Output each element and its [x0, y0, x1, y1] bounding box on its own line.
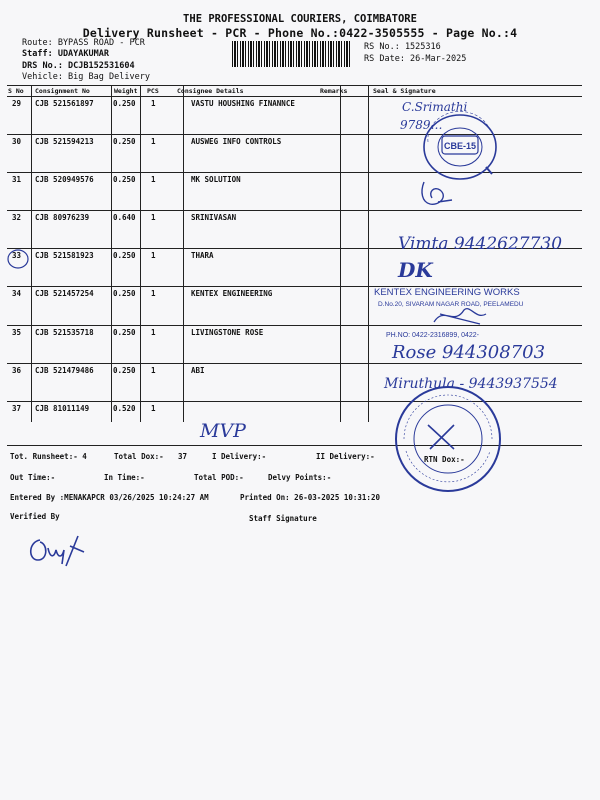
printed-on: Printed On: 26-03-2025 10:31:20 — [240, 493, 380, 502]
row-consignee: AUSWEG INFO CONTROLS — [191, 137, 282, 146]
rtn-dox: RTN Dox:- — [424, 455, 465, 464]
delvy-points: Delvy Points:- — [268, 473, 332, 482]
row-pcs: 1 — [151, 99, 156, 108]
rs-date: RS Date: 26-Mar-2025 — [364, 54, 467, 64]
drs-no: DRS No.: DCJB152531604 — [22, 61, 135, 71]
row-pcs: 1 — [151, 328, 156, 337]
staff: Staff: UDAYAKUMAR — [22, 49, 109, 59]
route: Route: BYPASS ROAD - PCR — [22, 38, 145, 48]
verifier-signature — [26, 530, 90, 570]
row-consignment-no: CJB 81011149 — [35, 404, 90, 413]
row-consignee: THARA — [191, 251, 214, 260]
col-pcs: PCS — [147, 87, 159, 95]
row-pcs: 1 — [151, 137, 156, 146]
kentex-stamp-line1: KENTEX ENGINEERING WORKS — [374, 287, 520, 298]
row-consignee: LIVINGSTONE ROSE — [191, 328, 264, 337]
handwriting-r34-initials: DK — [398, 258, 433, 282]
total-dox-value: 37 — [178, 452, 188, 461]
rs-no: RS No.: 1525316 — [364, 42, 441, 52]
row-sno: 35 — [12, 328, 22, 337]
row-consignee: ABI — [191, 366, 205, 375]
out-time: Out Time:- — [10, 473, 56, 482]
row-weight: 0.250 — [113, 328, 136, 337]
row-sno: 30 — [12, 137, 22, 146]
row-weight: 0.250 — [113, 251, 136, 260]
row-weight: 0.250 — [113, 289, 136, 298]
row-weight: 0.250 — [113, 175, 136, 184]
col-consignment: Consignment No — [35, 87, 90, 95]
sheet-title: Delivery Runsheet - PCR - Phone No.:0422-3505555 - Page No.:4 — [82, 26, 518, 40]
col-sno: S No — [8, 87, 24, 95]
company-name: THE PROFESSIONAL COURIERS, COIMBATORE — [183, 13, 417, 25]
row-weight: 0.250 — [113, 366, 136, 375]
signature-r31 — [418, 178, 458, 208]
circle-mark-33 — [6, 249, 30, 269]
col-consignee: Consignee Details — [177, 87, 244, 95]
row-sno: 29 — [12, 99, 22, 108]
round-seal-stamp — [392, 383, 504, 495]
kentex-stamp-line3: PH.NO: 0422-2316899, 0422- — [386, 332, 480, 339]
handwriting-r36: Miruthula - 9443937554 — [384, 376, 558, 392]
handwriting-r35: Rose 944308703 — [392, 342, 546, 363]
row-sno: 37 — [12, 404, 22, 413]
total-pod: Total POD:- — [194, 473, 244, 482]
ausweg-seal-mark: CBE-15 — [443, 141, 477, 151]
verified-by: Verified By — [10, 512, 60, 521]
row-consignment-no: CJB 521479486 — [35, 366, 94, 375]
row-weight: 0.520 — [113, 404, 136, 413]
col-weight: Weight — [114, 87, 138, 95]
total-runsheet: Tot. Runsheet:- 4 — [10, 452, 87, 461]
handwriting-r29-phone: 9789… — [400, 118, 443, 132]
signature-r34 — [430, 300, 490, 330]
row-consignment-no: CJB 521561897 — [35, 99, 94, 108]
row-weight: 0.250 — [113, 137, 136, 146]
handwriting-r33: Vimta 9442627730 — [398, 234, 563, 254]
row-pcs: 1 — [151, 404, 156, 413]
row-consignment-no: CJB 521581923 — [35, 251, 94, 260]
staff-signature: Staff Signature — [249, 514, 317, 523]
row-sno: 33 — [12, 251, 22, 260]
col-seal: Seal & Signature — [373, 87, 436, 95]
row-pcs: 1 — [151, 251, 156, 260]
row-consignment-no: CJB 521457254 — [35, 289, 94, 298]
row-pcs: 1 — [151, 366, 156, 375]
row-sno: 36 — [12, 366, 22, 375]
row-consignment-no: CJB 521594213 — [35, 137, 94, 146]
row-weight: 0.640 — [113, 213, 136, 222]
row-sno: 32 — [12, 213, 22, 222]
row-sno: 31 — [12, 175, 22, 184]
kentex-stamp-line2: D.No.20, SIVARAM NAGAR ROAD, PEELAMEDU — [378, 301, 524, 308]
row-consignment-no: CJB 520949576 — [35, 175, 94, 184]
row-pcs: 1 — [151, 175, 156, 184]
in-time: In Time:- — [104, 473, 145, 482]
ausweg-seal-stamp — [420, 112, 500, 182]
row-weight: 0.250 — [113, 99, 136, 108]
row-pcs: 1 — [151, 213, 156, 222]
row-consignment-no: CJB 521535718 — [35, 328, 94, 337]
row-consignee: SRINIVASAN — [191, 213, 237, 222]
row-pcs: 1 — [151, 289, 156, 298]
i-delivery: I Delivery:- — [212, 452, 267, 461]
row-consignee: VASTU HOUSHING FINANNCE — [191, 99, 295, 108]
handwriting-r29-name: C.Srimathi — [402, 100, 468, 114]
row-consignee: KENTEX ENGINEERING — [191, 289, 273, 298]
vehicle: Vehicle: Big Bag Delivery — [22, 72, 150, 82]
col-remarks: Remarks — [320, 87, 348, 95]
row-consignee: MK SOLUTION — [191, 175, 241, 184]
row-sno: 34 — [12, 289, 22, 298]
handwriting-r37: MVP — [200, 420, 246, 442]
entered-by: Entered By :MENAKAPCR 03/26/2025 10:24:27 AM — [10, 493, 209, 502]
total-dox-label: Total Dox:- — [114, 452, 164, 461]
row-consignment-no: CJB 80976239 — [35, 213, 90, 222]
ii-delivery: II Delivery:- — [316, 452, 375, 461]
barcode — [232, 41, 352, 67]
